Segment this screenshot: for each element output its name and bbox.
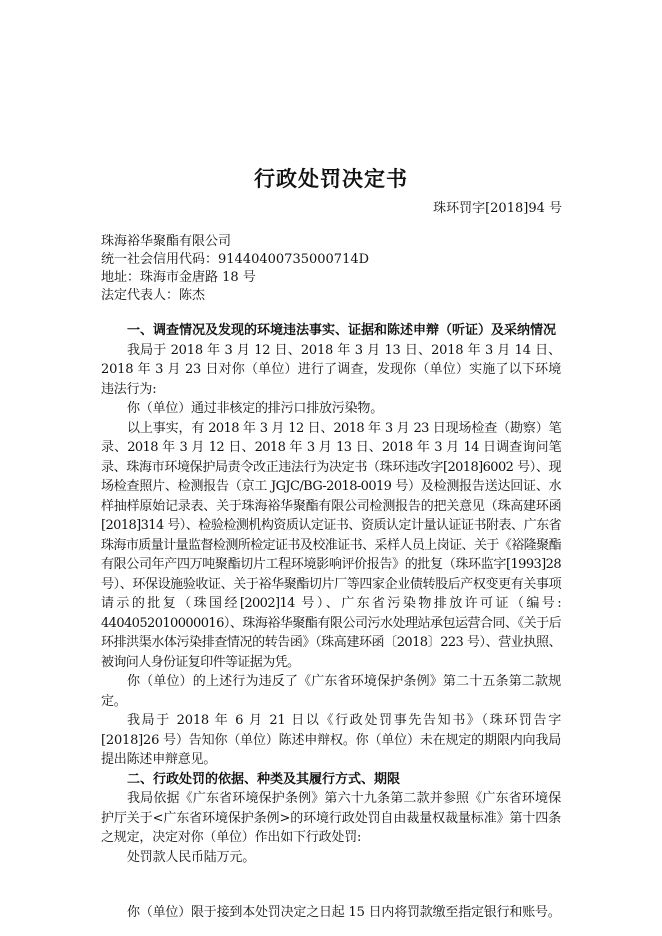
section-heading-2: 二、行政处罚的依据、种类及其履行方式、期限 <box>127 771 401 787</box>
party-credit-code: 统一社会信用代码：91440400735000714D <box>101 252 370 267</box>
paragraph-payment: 你（单位）限于接到本处罚决定之日起 15 日内将罚款缴至指定银行和账号。 <box>127 905 561 920</box>
party-name: 珠海裕华聚酯有限公司 <box>101 234 232 249</box>
document-body <box>101 321 561 923</box>
spacer <box>101 867 561 903</box>
party-legal-rep: 法定代表人：陈杰 <box>101 288 206 303</box>
paragraph-investigation: 我局于 2018 年 3 月 12 日、2018 年 3 月 13 日、2018 年 3 月 14 日、2018 年 3 月 23 日对你（单位）进行了调查，发现你（单位）实施了以下环境违法行为: <box>101 342 561 397</box>
paragraph-regulation: 你（单位）的上述行为违反了《广东省环境保护条例》第二十五条第二款规定。 <box>101 674 561 709</box>
party-address: 地址：珠海市金唐路 18 号 <box>101 270 256 285</box>
section-heading-1: 一、调查情况及发现的环境违法事实、证据和陈述申辩（听证）及采纳情况 <box>127 323 557 338</box>
paragraph-violation: 你（单位）通过非核定的排污口排放污染物。 <box>127 401 384 416</box>
party-info <box>101 233 369 305</box>
paragraph-penalty: 处罚款人民币陆万元。 <box>127 849 256 865</box>
paragraph-evidence: 以上事实，有 2018 年 3 月 12 日、2018 年 3 月 23 日现场检查（勘察）笔录、2018 年 3 月 12 日、2018 年 3 月 13 日、2018 年 3 月 14 日调查询问笔录、珠海市环境保护局责令改正违法行为决定书（珠环违改字[2018]6002 号）、现场检查照片、检测报告（京工 JGJC/BG-2018-0019 号）及检测报告送达回证、水样抽样原始记录表、关于珠海裕华聚酯有限公司检测报告的把关意见（珠高建环函[2018]314 号）、检验检测机构资质认定证书、资质认定计量认证证书附表、广东省珠海市质量计量监督检测所检定证书及校准证书、采样人员上岗证、关于《裕隆聚酯有限公司年产四万吨聚酯切片工程环境影响评价报告》的批复（珠环监字[1993]28 号）、环保设施验收证、关于裕华聚酯切片厂等四家企业债转股后产权变更有关事项请示的批复（珠国经[2002]14 号）、广东省污染物排放许可证（编号: 4404052010000016）、珠海裕华聚酯有限公司污水处理站承包运营合同、《关于后环排洪渠水体污染排查情况的转告函》（珠高建环函〔2018〕223 号）、营业执照、被询问人身份证复印件等证据为凭。 <box>101 420 561 670</box>
document-title: 行政处罚决定书 <box>254 167 408 191</box>
document-number: 珠环罚字[2018]94 号 <box>433 201 562 216</box>
paragraph-notice: 我局于 2018 年 6 月 21 日以《行政处罚事先告知书》（珠环罚告字[2018]26 号）告知你（单位）陈述申辩权。你（单位）未在规定的期限内向我局提出陈述申辩意见。 <box>101 713 561 767</box>
paragraph-basis: 我局依据《广东省环境保护条例》第六十九条第二款并参照《广东省环境保护厅关于<广东省环境保护条例>的环境行政处罚自由裁量权裁量标准》第十四条之规定，决定对你（单位）作出如下行政处罚: <box>101 791 561 845</box>
